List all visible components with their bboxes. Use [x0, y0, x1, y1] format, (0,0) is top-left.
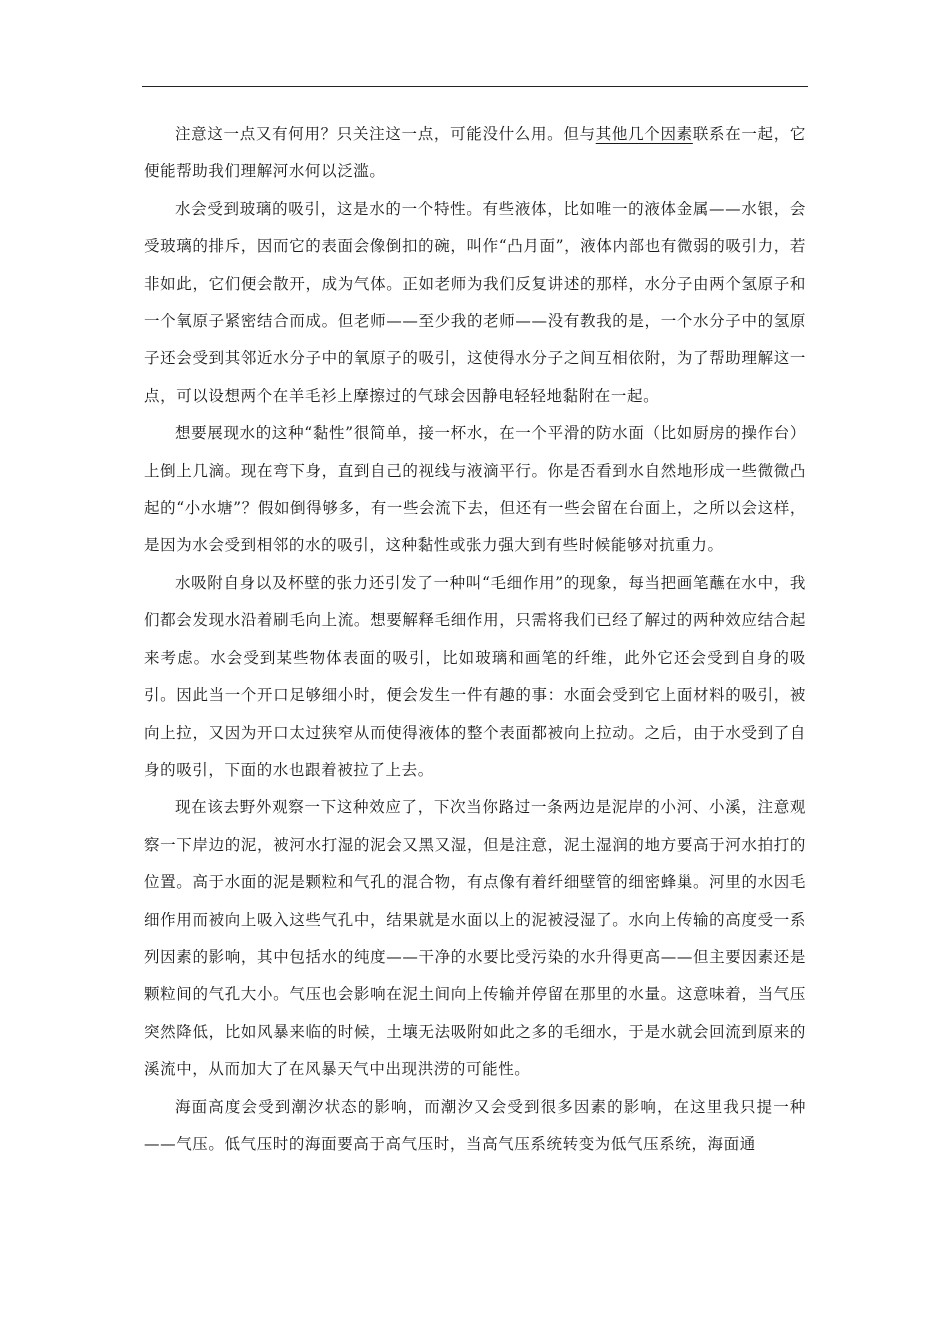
paragraph-2: 水会受到玻璃的吸引，这是水的一个特性。有些液体，比如唯一的液体金属——水银，会受玻璃的排斥，因而它的表面会像倒扣的碗，叫作“凸月面”，液体内部也有微弱的吸引力，若非如此，它们便会散开，成为气体。正如老师为我们反复讲述的那样，水分子由两个氢原子和一个氧原子紧密结合而成。但老师——至少我的老师——没有教我的是，一个水分子中的氢原子还会受到其邻近水分子中的氧原子的吸引，这使得水分子之间互相依附，为了帮助理解这一点，可以设想两个在羊毛衫上摩擦过的气球会因静电轻轻地黏附在一起。 — [144, 199, 806, 405]
paragraph-1 — [144, 116, 806, 191]
paragraph-1-after: 联系在一起，它便能帮助我们理解河水何以泛滥。 — [144, 125, 806, 181]
paragraph-6: 海面高度会受到潮汐状态的影响，而潮汐又会受到很多因素的影响，在这里我只提一种——气压。低气压时的海面要高于高气压时，当高气压系统转变为低气压系统，海面通 — [144, 1097, 806, 1153]
document-body — [144, 116, 806, 1163]
header-rule — [142, 86, 808, 87]
underlined-phrase: 其他几个因素 — [595, 125, 693, 143]
paragraph-4: 水吸附自身以及杯壁的张力还引发了一种叫“毛细作用”的现象，每当把画笔蘸在水中，我们都会发现水沿着刷毛向上流。想要解释毛细作用，只需将我们已经了解过的两种效应结合起来考虑。水会受到某些物体表面的吸引，比如玻璃和画笔的纤维，此外它还会受到自身的吸引。因此当一个开口足够细小时，便会发生一件有趣的事：水面会受到它上面材料的吸引，被向上拉，又因为开口太过狭窄从而使得液体的整个表面都被向上拉动。之后，由于水受到了自身的吸引，下面的水也跟着被拉了上去。 — [144, 573, 806, 779]
paragraph-5: 现在该去野外观察一下这种效应了，下次当你路过一条两边是泥岸的小河、小溪，注意观察一下岸边的泥，被河水打湿的泥会又黑又湿，但是注意，泥土湿润的地方要高于河水拍打的位置。高于水面的泥是颗粒和气孔的混合物，有点像有着纤细壁管的细密蜂巢。河里的水因毛细作用而被向上吸入这些气孔中，结果就是水面以上的泥被浸湿了。水向上传输的高度受一系列因素的影响，其中包括水的纯度——干净的水要比受污染的水升得更高——但主要因素还是颗粒间的气孔大小。气压也会影响在泥土间向上传输并停留在那里的水量。这意味着，当气压突然降低，比如风暴来临的时候，土壤无法吸附如此之多的毛细水，于是水就会回流到原来的溪流中，从而加大了在风暴天气中出现洪涝的可能性。 — [144, 798, 806, 1079]
paragraph-3: 想要展现水的这种“黏性”很简单，接一杯水，在一个平滑的防水面（比如厨房的操作台）上倒上几滴。现在弯下身，直到自己的视线与液滴平行。你是否看到水自然地形成一些微微凸起的“小水塘”？假如倒得够多，有一些会流下去，但还有一些会留在台面上，之所以会这样，是因为水会受到相邻的水的吸引，这种黏性或张力强大到有些时候能够对抗重力。 — [144, 424, 806, 555]
paragraph-1-before: 注意这一点又有何用？只关注这一点，可能没什么用。但与 — [175, 125, 596, 143]
